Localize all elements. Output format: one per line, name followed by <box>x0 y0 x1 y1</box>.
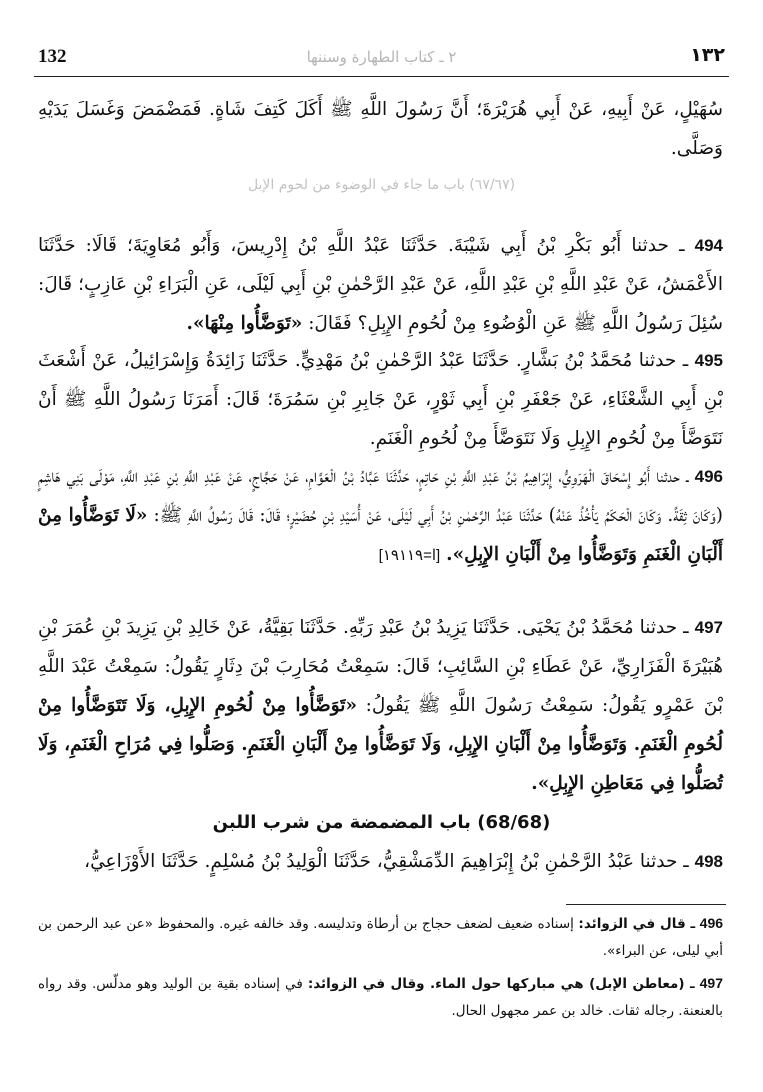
hadith-emphasis: «لَا تَوَضَّأُوا مِنْ أَلْبَانِ الْغَنَمِ وَتَوَضَّأُوا مِنْ أَلْبَانِ الإِبِلِ». <box>38 505 723 565</box>
hadith-498 <box>38 842 723 881</box>
running-title: ٢ ـ كتاب الطهارة وسننها <box>306 48 457 66</box>
paragraph-continuation <box>38 90 723 168</box>
page-header <box>34 44 729 74</box>
paragraph-text: سُهَيْلٍ، عَنْ أَبِيهِ، عَنْ أَبِي هُرَيْرَةَ؛ أَنَّ رَسُولَ اللَّهِ ﷺ أَكَلَ كَتِفَ شَاةٍ. فَمَضْمَضَ وَغَسَلَ يَدَيْهِ وَصَلَّى. <box>38 99 723 159</box>
hadith-495 <box>38 341 723 458</box>
footnote-497 <box>38 970 723 1025</box>
hadith-number: 495 <box>694 351 723 370</box>
footnote-496 <box>38 910 723 965</box>
footnote-number: 496 <box>699 915 724 931</box>
header-rule <box>34 76 729 77</box>
page-number-latin: 132 <box>38 46 67 67</box>
section-title: (68/68) باب المضمضة من شرب اللبن <box>212 812 551 833</box>
hadith-text: ـ حدثنا مُحَمَّدُ بْنُ يَحْيَى. حَدَّثَنَا يَزِيدُ بْنُ عَبْدِ رَبِّهِ. حَدَّثَنَا بَقِيَّةُ، عَنْ خَالِدِ بْنِ يَزِيدَ بْنِ عُمَرَ بْنِ هُبَيْرَةَ الْفَزَارِيِّ، عَنْ عَطَاءِ بْنِ السَّائِبِ؛ قَالَ: سَمِعْتُ مُحَارِبَ بْنَ دِثَارٍ يَقُولُ: سَمِعْتُ عَبْدَ اللَّهِ بْنَ عَمْرٍو يَقُولُ: سَمِعْتُ رَسُولَ اللَّهِ ﷺ يَقُولُ: <box>38 617 724 716</box>
hadith-text: ـ حدثنا أَبُو إِسْحَاقَ الْهَرَوِيُّ، إِبْرَاهِيمُ بْنُ عَبْدِ اللَّهِ بْنِ حَاتِمٍ، حَدَّثَنَا عَبَّادُ بْنُ الْعَوَّامِ، عَنْ حَجَّاجٍ، عَنْ عَبْدِ اللَّهِ بْنِ عَبْدِ اللَّهِ، مَوْلَى بَنِي هَاشِمٍ (وَكَانَ ثِقَةً. وَكَانَ الْحَكَمُ يَأْخُذُ عَنْهُ) حَدَّثَنَا عَبْدُ الرَّحْمٰنِ بْنُ أَبِي لَيْلَى، عَنْ أُسَيْدِ بْنِ حُضَيْرٍ؛ قَالَ: قَالَ رَسُولُ اللَّهِ ﷺ: <box>38 466 723 526</box>
hadith-number: 498 <box>694 852 723 871</box>
faint-chapter-heading: (٦٧/٦٧) باب ما جاء في الوضوء من لحوم الإبل <box>247 177 516 193</box>
footnote-text: في إسناده بقية بن الوليد وهو مدلّس. وقد رواه بالعنعنة. رجاله ثقات. خالد بن عمر مجهول الحال. <box>38 976 723 1019</box>
hadith-number: 496 <box>694 467 723 486</box>
footnote-head: ـ قال في الزوائد: <box>578 916 696 932</box>
hadith-text: ـ حدثنا أَبُو بَكْرِ بْنُ أَبِي شَيْبَةَ. حَدَّثَنَا عَبْدُ اللَّهِ بْنُ إِدْرِيسَ، وَأَبُو مُعَاوِيَةَ؛ قَالَا: حَدَّثَنَا الأَعْمَشُ، عَنْ عَبْدِ اللَّهِ بْنِ عَبْدِ اللَّهِ، عَنْ عَبْدِ الرَّحْمٰنِ بْنِ أَبِي لَيْلَى، عَنِ الْبَرَاءِ بْنِ عَازِبٍ؛ قَالَ: سُئِلَ رَسُولُ اللَّهِ ﷺ عَنِ الْوُضُوءِ مِنْ لُحُومِ الإِبِلِ؟ فَقَالَ: <box>38 235 723 334</box>
hadith-number: 497 <box>694 618 723 637</box>
footnote-text: إسناده ضعيف لضعف حجاج بن أرطاة وتدليسه. وقد خالفه غيره. والمحفوظ «عن عبد الرحمن بن أبي ليلى، عن البراء». <box>38 916 723 959</box>
hadith-497 <box>38 608 723 803</box>
hadith-494 <box>38 226 723 343</box>
hadith-reference: [ا=١٩١١٩] <box>378 547 441 564</box>
hadith-emphasis: «تَوَضَّأُوا مِنْ لُحُومِ الإِبِلِ، وَلَا تَتَوَضَّأُوا مِنْ لُحُومِ الْغَنَمِ. وَتَوَضَّأُوا مِنْ أَلْبَانِ الإِبِلِ، وَلَا تَوَضَّأُوا مِنْ أَلْبَانِ الْغَنَمِ. وَصَلُّوا فِي مُرَاحِ الْغَنَمِ، وَلَا تُصَلُّوا فِي مَعَاطِنِ الإِبِلِ». <box>38 695 723 794</box>
hadith-text: ـ حدثنا مُحَمَّدُ بْنُ بَشَّارٍ. حَدَّثَنَا عَبْدُ الرَّحْمٰنِ بْنُ مَهْدِيٍّ. حَدَّثَنَا زَائِدَةُ وَإِسْرَائِيلُ، عَنْ أَشْعَثَ بْنِ أَبِي الشَّعْثَاءِ، عَنْ جَعْفَرِ بْنِ أَبِي ثَوْرٍ، عَنْ جَابِرِ بْنِ سَمُرَةَ؛ قَالَ: أَمَرَنَا رَسُولُ اللَّهِ ﷺ أَنْ نَتَوَضَّأَ مِنْ لُحُومِ الإِبِلِ وَلَا نَتَوَضَّأَ مِنْ لُحُومِ الْغَنَمِ. <box>38 350 723 449</box>
hadith-number: 494 <box>694 236 724 255</box>
footnote-number: 497 <box>699 975 723 991</box>
hadith-496 <box>38 457 723 575</box>
footnote-head: ـ (معاطن الإبل) هي مباركها حول الماء. وقال في الزوائد: <box>307 976 695 992</box>
hadith-emphasis: «تَوَضَّأُوا مِنْهَا». <box>186 313 303 334</box>
hadith-text: ـ حدثنا عَبْدُ الرَّحْمٰنِ بْنُ إِبْرَاهِيمَ الدِّمَشْقِيُّ، حَدَّثَنَا الْوَلِيدُ بْنُ مُسْلِمٍ. حَدَّثَنَا الأَوْزَاعِيُّ، <box>84 851 689 872</box>
page-number-arabic: ١٣٢ <box>690 44 725 66</box>
footnote-rule <box>566 904 726 905</box>
